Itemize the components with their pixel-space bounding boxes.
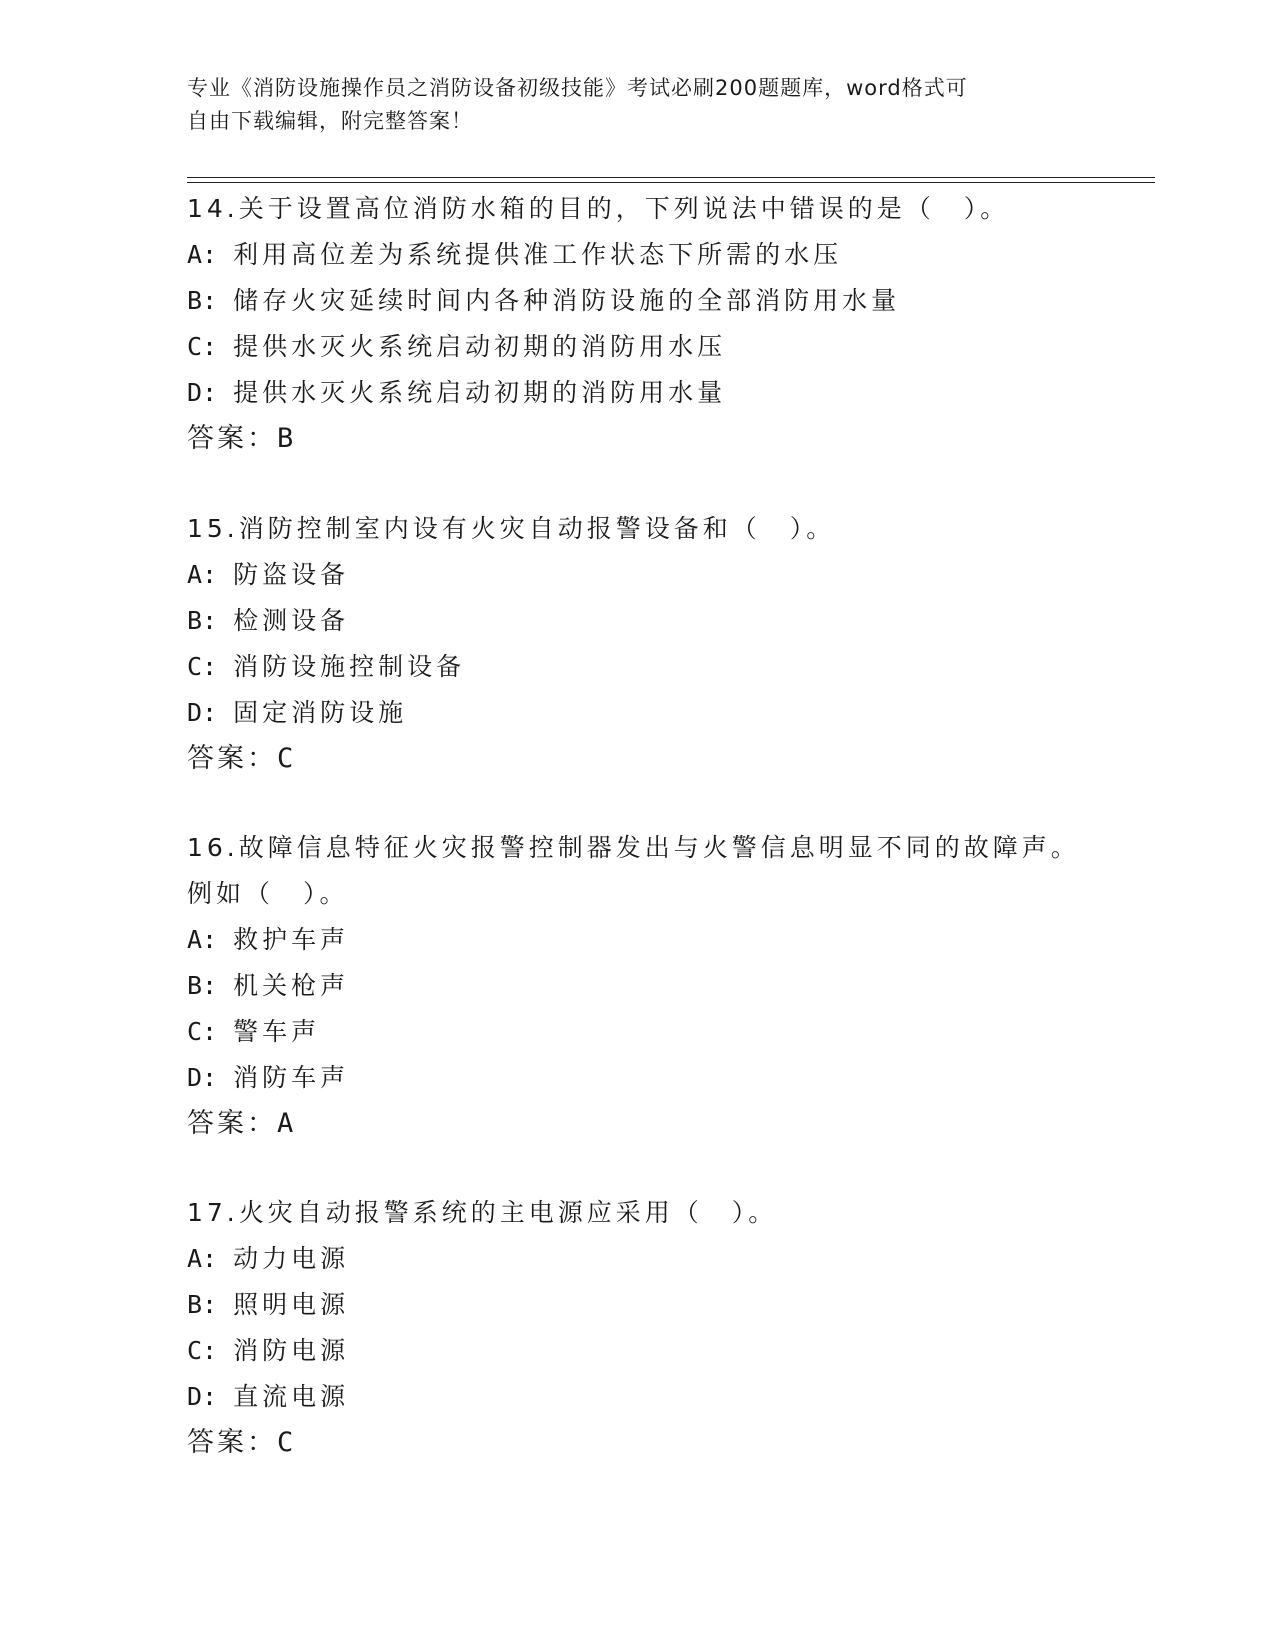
answer-label: 答案： (187, 1108, 277, 1139)
option-c (187, 332, 1107, 378)
question-17 (187, 1198, 1107, 1474)
option-d (187, 1382, 1107, 1428)
option-text: 检测设备 (233, 606, 350, 635)
option-text: 防盗设备 (233, 560, 350, 589)
question-14 (187, 194, 1107, 470)
answer-value: C (277, 743, 295, 774)
option-text: 救护车声 (233, 925, 350, 954)
option-letter: A: (187, 925, 218, 954)
answer-value: B (277, 423, 295, 454)
answer-label: 答案： (187, 743, 277, 774)
option-letter: A: (187, 560, 218, 589)
answer-value: C (277, 1427, 295, 1458)
question-stem-continued: 例如（ ）。 (187, 879, 349, 908)
option-letter: D: (187, 698, 218, 727)
option-text: 消防车声 (233, 1063, 350, 1092)
option-a (187, 925, 1107, 971)
option-text: 固定消防设施 (233, 698, 408, 727)
answer-line (187, 744, 1107, 790)
option-d (187, 378, 1107, 424)
question-15 (187, 514, 1107, 790)
option-letter: D: (187, 378, 218, 407)
option-text: 机关枪声 (233, 971, 350, 1000)
question-stem: 16.故障信息特征火灾报警控制器发出与火警信息明显不同的故障声。 (187, 833, 1080, 862)
option-a (187, 1244, 1107, 1290)
answer-label: 答案： (187, 423, 277, 454)
option-text: 储存火灾延续时间内各种消防设施的全部消防用水量 (233, 286, 901, 315)
option-letter: C: (187, 652, 218, 681)
option-letter: D: (187, 1063, 218, 1092)
option-d (187, 1063, 1107, 1109)
option-text: 消防设施控制设备 (233, 652, 466, 681)
header-line-2: 自由下载编辑，附完整答案！ (187, 109, 473, 133)
option-letter: B: (187, 286, 218, 315)
option-letter: C: (187, 1017, 218, 1046)
question-stem: 17.火灾自动报警系统的主电源应采用（ ）。 (187, 1198, 778, 1227)
option-b (187, 971, 1107, 1017)
option-letter: B: (187, 606, 218, 635)
answer-line (187, 1428, 1107, 1474)
option-letter: D: (187, 1382, 218, 1411)
option-text: 提供水灭火系统启动初期的消防用水压 (233, 332, 727, 361)
option-letter: B: (187, 1290, 218, 1319)
option-letter: C: (187, 332, 218, 361)
header-line-1: 专业《消防设施操作员之消防设备初级技能》考试必刷200题题库，word格式可 (187, 76, 968, 100)
option-c (187, 1017, 1107, 1063)
answer-label: 答案： (187, 1427, 277, 1458)
option-text: 照明电源 (233, 1290, 350, 1319)
option-text: 警车声 (233, 1017, 321, 1046)
question-16 (187, 833, 1107, 1155)
option-text: 动力电源 (233, 1244, 350, 1273)
header-divider-top (187, 177, 1155, 178)
document-header (187, 72, 1067, 138)
header-divider-bottom (187, 182, 1155, 183)
option-a (187, 240, 1107, 286)
option-letter: C: (187, 1336, 218, 1365)
option-b (187, 1290, 1107, 1336)
option-a (187, 560, 1107, 606)
answer-line (187, 424, 1107, 470)
option-b (187, 606, 1107, 652)
option-text: 直流电源 (233, 1382, 350, 1411)
option-c (187, 652, 1107, 698)
option-d (187, 698, 1107, 744)
option-letter: B: (187, 971, 218, 1000)
option-letter: A: (187, 1244, 218, 1273)
option-text: 利用高位差为系统提供准工作状态下所需的水压 (233, 240, 843, 269)
option-b (187, 286, 1107, 332)
option-c (187, 1336, 1107, 1382)
answer-value: A (277, 1108, 295, 1139)
question-stem: 14.关于设置高位消防水箱的目的，下列说法中错误的是（ ）。 (187, 194, 1010, 223)
answer-line (187, 1109, 1107, 1155)
option-letter: A: (187, 240, 218, 269)
question-stem: 15.消防控制室内设有火灾自动报警设备和（ ）。 (187, 514, 836, 543)
option-text: 消防电源 (233, 1336, 350, 1365)
option-text: 提供水灭火系统启动初期的消防用水量 (233, 378, 727, 407)
